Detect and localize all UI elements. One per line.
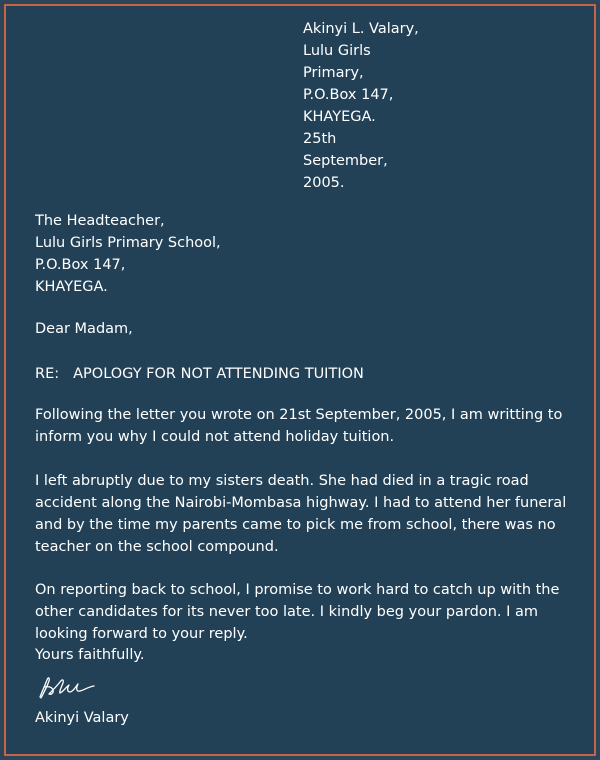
recipient-line: P.O.Box 147, (35, 257, 126, 273)
recipient-line: KHAYEGA. (35, 279, 108, 295)
subject-text: APOLOGY FOR NOT ATTENDING TUITION (73, 366, 364, 382)
sender-date-line: September, (303, 153, 388, 169)
signature-image (34, 672, 104, 702)
sender-date-line: 2005. (303, 175, 345, 191)
recipient-line: Lulu Girls Primary School, (35, 235, 221, 251)
body-paragraph: I left abruptly due to my sisters death. She had died in a tragic road accident along the Nairobi-Mombasa highway. I had to attend her funeral and by the time my parents came to pick me from school, there was no teacher on the school compound. (35, 473, 567, 555)
sender-line: Akinyi L. Valary, (303, 21, 419, 37)
sender-line: KHAYEGA. (303, 109, 376, 125)
closing: Yours faithfully. (35, 647, 145, 663)
salutation: Dear Madam, (35, 321, 133, 337)
sender-address (303, 18, 419, 194)
subject-prefix: RE: (35, 366, 60, 382)
recipient-line: The Headteacher, (35, 213, 165, 229)
sender-line: Primary, (303, 65, 364, 81)
sender-line: Lulu Girls (303, 43, 371, 59)
signer-name: Akinyi Valary (35, 710, 129, 726)
sender-line: P.O.Box 147, (303, 87, 394, 103)
body-paragraph: Following the letter you wrote on 21st September, 2005, I am writting to inform you why I could not attend holiday tuition. (35, 407, 563, 445)
recipient-address (35, 210, 221, 298)
sender-date-line: 25th (303, 131, 337, 147)
body-paragraph: On reporting back to school, I promise to work hard to catch up with the other candidates for its never too late. I kindly beg your pardon. I am looking forward to your reply. (35, 582, 560, 642)
subject-line (35, 363, 364, 385)
